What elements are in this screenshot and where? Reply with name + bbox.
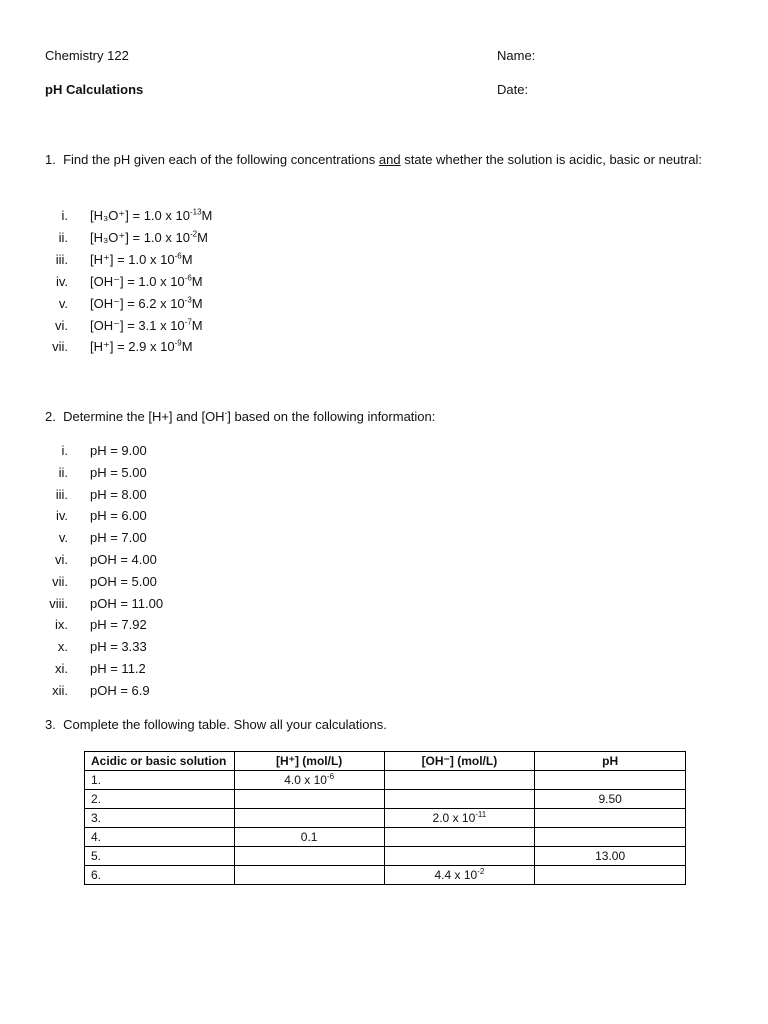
unit-label: M: [201, 208, 213, 223]
cell-h-conc: [234, 828, 384, 847]
list-item: pH = 7.00: [90, 530, 147, 545]
table-body: [85, 771, 686, 885]
concentration-value: = 1.0 x 10: [128, 230, 190, 245]
cell-value: 0.1: [300, 830, 318, 844]
list-item-number: ix.: [55, 617, 68, 632]
unit-label: M: [181, 252, 193, 267]
header-oh-conc: [OH⁻] (mol/L): [384, 752, 535, 771]
table-row: [85, 771, 686, 790]
cell-oh-conc: [384, 809, 535, 828]
cell-exponent: -2: [477, 867, 485, 876]
question-2-text-a: Determine the [H+] and [OH: [63, 409, 225, 424]
topic-title: pH Calculations: [45, 82, 144, 97]
cell-value: 4.4 x 10: [434, 868, 478, 882]
exponent: -6: [174, 251, 182, 261]
concentration-value: = 1.0 x 10: [123, 274, 185, 289]
date-label: Date:: [497, 82, 529, 97]
question-3-text: Complete the following table. Show all your calculations.: [63, 717, 387, 732]
exponent: -13: [189, 207, 202, 217]
list-item-number: iv.: [55, 508, 68, 523]
list-item-number: vii.: [52, 339, 68, 354]
header-h-conc: [H⁺] (mol/L): [234, 752, 384, 771]
unit-label: M: [191, 296, 203, 311]
cell-ph: [535, 771, 686, 790]
species-label: [OH⁻]: [90, 296, 124, 311]
species-label: [OH⁻]: [90, 274, 124, 289]
cell-exponent: -6: [326, 772, 335, 781]
table-row: [85, 790, 686, 809]
cell-value: 2.0 x 10: [432, 811, 476, 825]
concentration-value: = 6.2 x 10: [123, 296, 185, 311]
question-2: [45, 409, 435, 424]
list-item: pH = 11.2: [90, 661, 146, 676]
concentration-value: = 2.9 x 10: [113, 339, 175, 354]
cell-solution: 1.: [85, 771, 235, 790]
ph-table: [84, 751, 686, 885]
list-item-number: vi.: [55, 552, 68, 567]
list-item: [90, 274, 203, 290]
list-item: [90, 296, 203, 312]
cell-h-conc: [234, 790, 384, 809]
list-item-number: i.: [61, 208, 68, 223]
cell-value: 4.0 x 10: [284, 773, 327, 787]
unit-label: M: [181, 339, 193, 354]
cell-solution: 6.: [85, 866, 235, 885]
unit-label: M: [197, 230, 208, 245]
species-label: [H₃O⁺]: [90, 230, 129, 245]
concentration-value: = 1.0 x 10: [113, 252, 175, 267]
cell-h-conc: [234, 809, 384, 828]
list-item: pOH = 4.00: [90, 552, 157, 567]
list-item: pH = 3.33: [90, 639, 147, 654]
cell-solution: 2.: [85, 790, 235, 809]
cell-oh-conc: [384, 790, 535, 809]
question-3: [45, 717, 387, 732]
list-item: pH = 5.00: [90, 465, 147, 480]
cell-h-conc: [234, 771, 384, 790]
question-2-number: 2.: [45, 409, 56, 424]
list-item: pOH = 6.9: [90, 683, 150, 698]
cell-ph: [535, 809, 686, 828]
cell-solution: 3.: [85, 809, 235, 828]
list-item-number: xi.: [55, 661, 68, 676]
list-item-number: vii.: [52, 574, 68, 589]
list-item: pH = 6.00: [90, 508, 147, 523]
exponent: -2: [189, 229, 198, 239]
list-item: [90, 318, 203, 334]
question-1: [45, 149, 725, 171]
question-3-number: 3.: [45, 717, 56, 732]
question-2-sup: -: [224, 408, 228, 418]
list-item-number: xii.: [52, 683, 68, 698]
question-1-text-before: Find the pH given each of the following concentrations: [63, 152, 376, 167]
list-item-number: viii.: [49, 596, 68, 611]
exponent: -7: [184, 317, 192, 327]
cell-ph: [535, 828, 686, 847]
cell-ph: [535, 866, 686, 885]
list-item: pH = 7.92: [90, 617, 147, 632]
cell-solution: 5.: [85, 847, 235, 866]
cell-h-conc: [234, 866, 384, 885]
cell-oh-conc: [384, 771, 535, 790]
table-row: [85, 828, 686, 847]
question-1-number: 1.: [45, 152, 56, 167]
list-item-number: v.: [58, 296, 68, 311]
course-title: Chemistry 122: [45, 48, 129, 63]
header-ph: pH: [535, 752, 686, 771]
cell-oh-conc: [384, 866, 535, 885]
list-item: pOH = 5.00: [90, 574, 157, 589]
exponent: -3: [184, 295, 192, 305]
concentration-value: = 3.1 x 10: [123, 318, 185, 333]
cell-oh-conc: [384, 828, 535, 847]
question-1-text-after: state whether the solution is acidic, basic or neutral:: [404, 152, 702, 167]
cell-oh-conc: [384, 847, 535, 866]
question-1-underlined: and: [378, 152, 401, 167]
name-label: Name:: [497, 48, 536, 63]
species-label: [OH⁻]: [90, 318, 124, 333]
question-2-text-b: ] based on the following information:: [227, 409, 436, 424]
list-item-number: ii.: [58, 465, 68, 480]
species-label: [H₃O⁺]: [90, 208, 129, 223]
concentration-value: = 1.0 x 10: [128, 208, 190, 223]
cell-exponent: -11: [475, 810, 487, 819]
header-solution: Acidic or basic solution: [85, 752, 235, 771]
table-row: [85, 847, 686, 866]
species-label: [H⁺]: [90, 339, 114, 354]
list-item-number: iv.: [55, 274, 68, 289]
table-row: [85, 809, 686, 828]
list-item: [90, 252, 193, 268]
list-item-number: x.: [57, 639, 68, 654]
list-item: pH = 8.00: [90, 487, 147, 502]
table-header-row: [85, 752, 686, 771]
list-item: pOH = 11.00: [90, 596, 164, 611]
cell-solution: 4.: [85, 828, 235, 847]
cell-ph: 9.50: [535, 790, 686, 809]
list-item: [90, 208, 212, 224]
list-item-number: ii.: [58, 230, 68, 245]
species-label: [H⁺]: [90, 252, 114, 267]
cell-h-conc: [234, 847, 384, 866]
cell-ph: 13.00: [535, 847, 686, 866]
exponent: -9: [174, 338, 182, 348]
exponent: -6: [184, 273, 192, 283]
list-item-number: iii.: [55, 487, 68, 502]
list-item-number: iii.: [55, 252, 68, 267]
table-row: [85, 866, 686, 885]
unit-label: M: [191, 318, 203, 333]
list-item-number: v.: [58, 530, 68, 545]
list-item: pH = 9.00: [90, 443, 147, 458]
list-item: [90, 230, 208, 246]
list-item-number: i.: [61, 443, 68, 458]
list-item-number: vi.: [55, 318, 68, 333]
unit-label: M: [191, 274, 203, 289]
list-item: [90, 339, 193, 355]
